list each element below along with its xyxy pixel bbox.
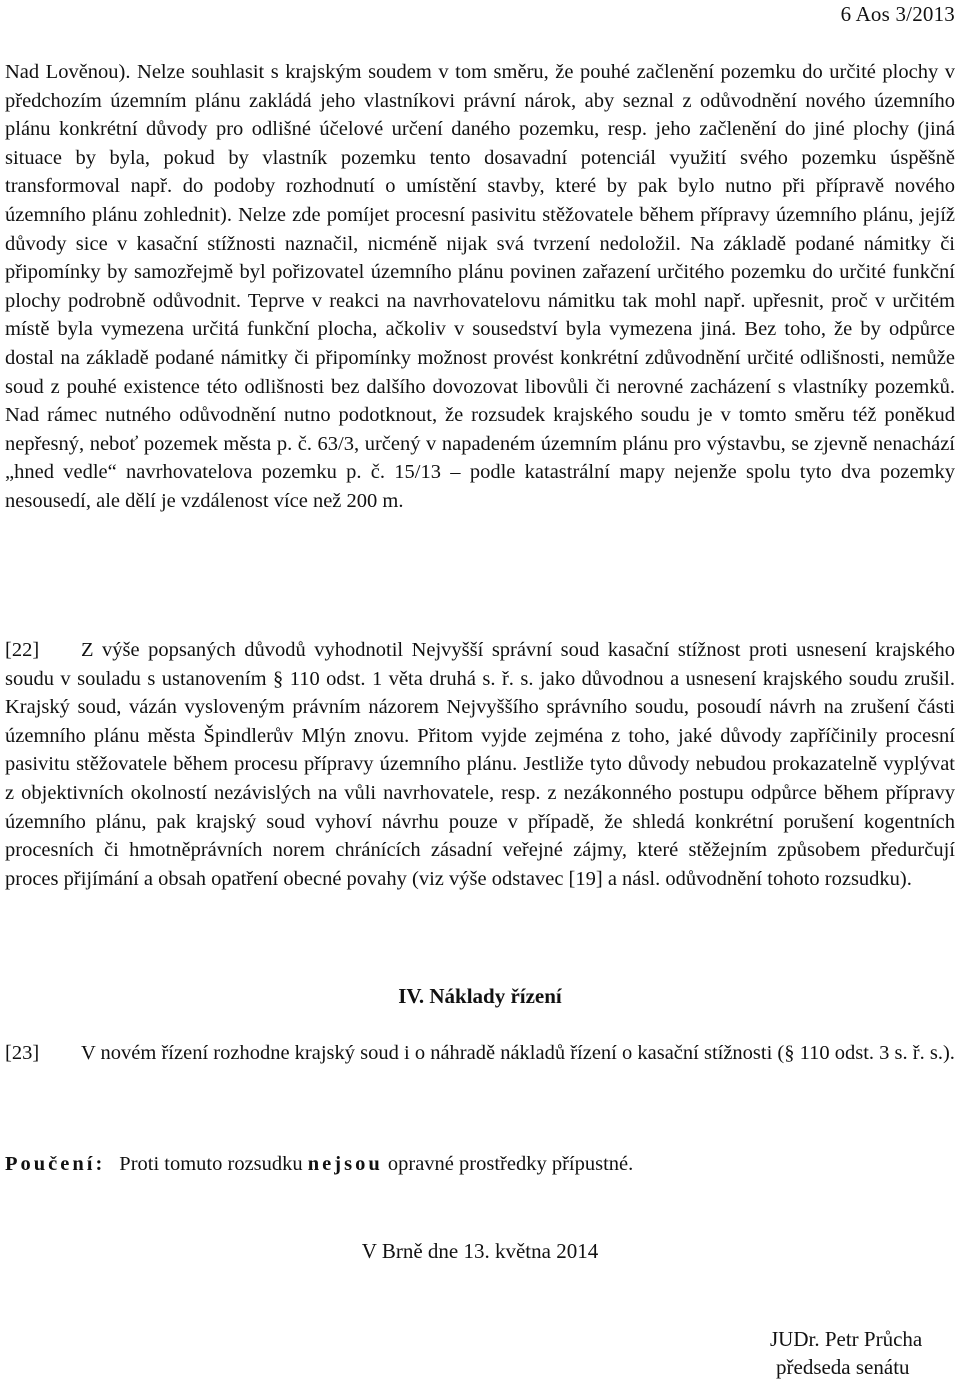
signature-name: JUDr. Petr Průcha xyxy=(770,1327,923,1351)
signature-role: předseda senátu xyxy=(776,1355,910,1379)
date-line: V Brně dne 13. května 2014 xyxy=(361,1239,599,1263)
paragraph-22 xyxy=(5,636,955,893)
instruction-text-before: Proti tomuto rozsudku xyxy=(119,1153,303,1175)
page-number: 6 Aos 3/2013 xyxy=(840,2,955,26)
paragraph-23 xyxy=(5,1039,955,1068)
instruction-emphasis: nejsou xyxy=(307,1153,383,1175)
legal-instruction xyxy=(5,1153,633,1176)
paragraph-number: [22] xyxy=(5,639,40,661)
instruction-label: Poučení: xyxy=(5,1153,106,1175)
paragraph-text: Z výše popsaných důvodů vyhodnotil Nejvyšší správní soud kasační stížnost proti usnesení krajského soudu v souladu s ustanovením § 110 odst. 1 věta druhá s. ř. s. jako důvodnou a usnesení krajského soudu zrušil. Krajský soud, vázán vysloveným právním názorem Nejvyššího správního soudu, posoudí návrh na zrušení části územního plánu města Špindlerův Mlýn znovu. Přitom vyjde zejména z toho, jaké důvody zapříčinily procesní pasivitu stěžovatele během procesu přípravy územního plánu. Jestliže tyto důvody nebudou prokazatelně vyplývat z objektivních okolností nezávislých na vůli navrhovatele, resp. z nezákonného postupu odpůrce během přípravy územního plánu, pak krajský soud vyhoví návrhu pouze v případě, že shledá konkrétní porušení kogentních procesních či hmotněprávních norem chránících zásadní veřejné zájmy, které stěžejním způsobem předurčují proces přijímání a obsah opatření obecné povahy (viz výše odstavec [19] a násl. odůvodnění tohoto rozsudku). xyxy=(5,639,955,890)
paragraph-continued: Nad Lověnou). Nelze souhlasit s krajským soudem v tom směru, že pouhé začlenění pozemku do určité plochy v předchozím územním plánu zakládá jeho vlastníkovi právní nárok, aby seznal z odůvodnění nového územního plánu konkrétní důvody pro odlišné účelové určení daného pozemku, resp. jeho začlenění do jiné plochy (jiná situace by byla, pokud by vlastník pozemku tento dosavadní potenciál využití svého pozemku úspěšně transformoval např. do podoby rozhodnutí o umístění stavby, které by pak bylo nutno při přípravě nového územního plánu zohlednit). Nelze zde pomíjet procesní pasivitu stěžovatele během přípravy územního plánu, jejíž důvody sice v kasační stížnosti naznačil, nicméně nijak svá tvrzení nedoložil. Na základě podané námitky či připomínky by samozřejmě byl pořizovatel územního plánu povinen zařazení určitého pozemku do určité funkční plochy podrobně odůvodnit. Teprve v reakci na navrhovatelovu námitku tak mohl např. upřesnit, proč v určitém místě byla vymezena určitá funkční plocha, ačkoliv v sousedství byla vymezena jiná. Bez toho, že by odpůrce dostal na základě podané námitky či připomínky možnost provést konkrétní zdůvodnění určité odlišnosti, nemůže soud z pouhé existence této odlišnosti bez dalšího dovozovat libovůli či nerovné zacházení s vlastníky pozemků. Nad rámec nutného odůvodnění nutno podotknout, že rozsudek krajského soudu je v tomto směru též poněkud nepřesný, neboť pozemek města p. č. 63/3, určený v napadeném územním plánu pro výstavbu, se zjevně nenachází „hned vedle“ navrhovatelova pozemku p. č. 15/13 – podle katastrální mapy nejenže spolu tyto dva pozemky nesousedí, ale dělí je vzdálenost více než 200 m. xyxy=(5,61,955,512)
paragraph-number: [23] xyxy=(5,1042,40,1064)
section-heading: IV. Náklady řízení xyxy=(398,984,562,1008)
paragraph-text: V novém řízení rozhodne krajský soud i o náhradě nákladů řízení o kasační stížnosti (§ 110 odst. 3 s. ř. s.). xyxy=(81,1042,955,1064)
instruction-text-after: opravné prostředky přípustné. xyxy=(387,1153,634,1175)
